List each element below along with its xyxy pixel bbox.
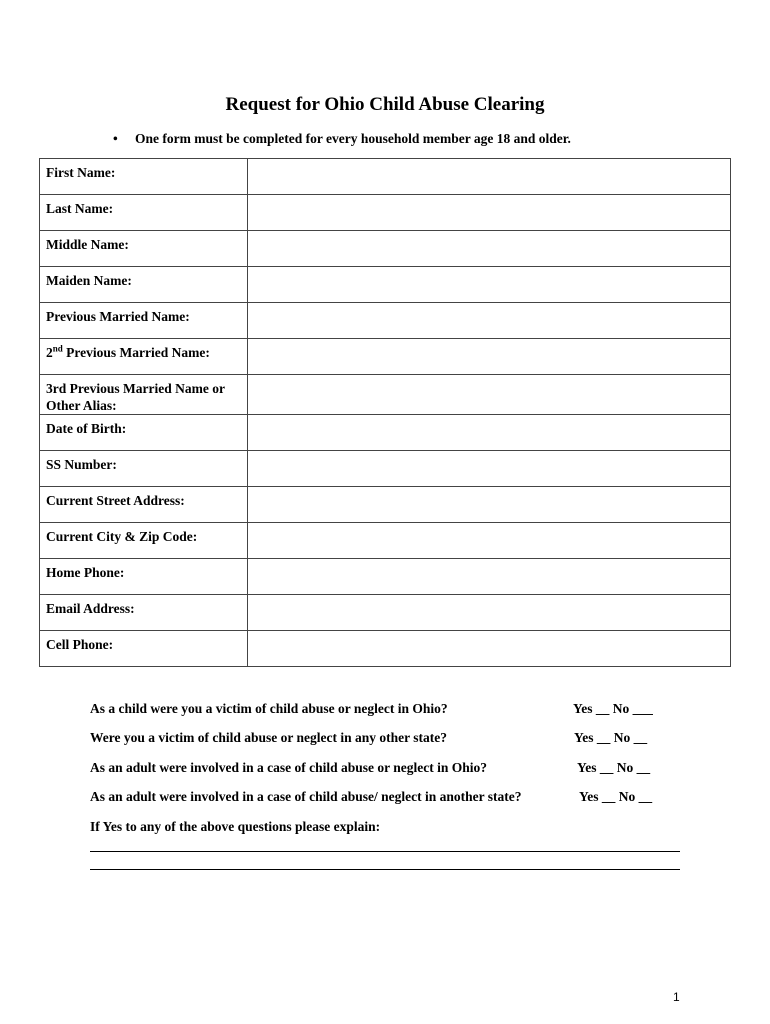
table-row <box>40 595 731 631</box>
table-row <box>40 231 731 267</box>
table-row <box>40 415 731 451</box>
answer-adult-other-state-case[interactable]: Yes __ No __ <box>579 789 653 804</box>
bullet-dot-icon: • <box>113 131 118 146</box>
table-row <box>40 159 731 195</box>
applicant-info-table <box>39 158 731 667</box>
maiden-name-label: Maiden Name: <box>40 267 248 303</box>
table-row <box>40 631 731 667</box>
city-zip-label: Current City & Zip Code: <box>40 523 248 559</box>
cell-phone-label: Cell Phone: <box>40 631 248 667</box>
home-phone-field[interactable] <box>248 559 731 595</box>
ss-number-field[interactable] <box>248 451 731 487</box>
last-name-label: Last Name: <box>40 195 248 231</box>
question-adult-other-state-case: As an adult were involved in a case of child abuse/ neglect in another state? <box>90 789 522 804</box>
table-row <box>40 523 731 559</box>
third-previous-married-name-label: 3rd Previous Married Name or Other Alias: <box>40 375 248 415</box>
second-previous-married-name-field[interactable] <box>248 339 731 375</box>
first-name-label: First Name: <box>40 159 248 195</box>
question-other-state-victim: Were you a victim of child abuse or neglect in any other state? <box>90 730 447 745</box>
explain-prompt: If Yes to any of the above questions please explain: <box>90 819 381 834</box>
ordinal-number: 2 <box>46 345 53 360</box>
date-of-birth-label: Date of Birth: <box>40 415 248 451</box>
table-row <box>40 487 731 523</box>
email-address-field[interactable] <box>248 595 731 631</box>
answer-adult-ohio-case[interactable]: Yes __ No __ <box>577 760 651 775</box>
middle-name-label: Middle Name: <box>40 231 248 267</box>
answer-ohio-child-victim[interactable]: Yes __ No ___ <box>573 701 653 716</box>
instruction-text: One form must be completed for every household member age 18 and older. <box>135 131 571 146</box>
instruction-bullet <box>113 131 571 147</box>
maiden-name-field[interactable] <box>248 267 731 303</box>
table-row <box>40 267 731 303</box>
table-row <box>40 339 731 375</box>
previous-married-name-field[interactable] <box>248 303 731 339</box>
table-row <box>40 451 731 487</box>
second-previous-married-name-label <box>40 339 248 375</box>
street-address-label: Current Street Address: <box>40 487 248 523</box>
question-ohio-child-victim: As a child were you a victim of child abuse or neglect in Ohio? <box>90 701 448 716</box>
table-row <box>40 559 731 595</box>
cell-phone-field[interactable] <box>248 631 731 667</box>
ordinal-suffix: nd <box>52 343 63 354</box>
table-row <box>40 303 731 339</box>
page-title: Request for Ohio Child Abuse Clearing <box>225 94 545 115</box>
middle-name-field[interactable] <box>248 231 731 267</box>
date-of-birth-field[interactable] <box>248 415 731 451</box>
explain-line[interactable] <box>90 851 680 852</box>
table-row <box>40 195 731 231</box>
answer-other-state-victim[interactable]: Yes __ No __ <box>574 730 648 745</box>
first-name-field[interactable] <box>248 159 731 195</box>
third-previous-married-name-field[interactable] <box>248 375 731 415</box>
label-text: Previous Married Name: <box>62 345 210 360</box>
email-address-label: Email Address: <box>40 595 248 631</box>
city-zip-field[interactable] <box>248 523 731 559</box>
question-adult-ohio-case: As an adult were involved in a case of child abuse or neglect in Ohio? <box>90 760 488 775</box>
home-phone-label: Home Phone: <box>40 559 248 595</box>
table-row <box>40 375 731 415</box>
previous-married-name-label: Previous Married Name: <box>40 303 248 339</box>
last-name-field[interactable] <box>248 195 731 231</box>
page-number: 1 <box>673 990 680 1004</box>
street-address-field[interactable] <box>248 487 731 523</box>
explain-line[interactable] <box>90 869 680 870</box>
ss-number-label: SS Number: <box>40 451 248 487</box>
